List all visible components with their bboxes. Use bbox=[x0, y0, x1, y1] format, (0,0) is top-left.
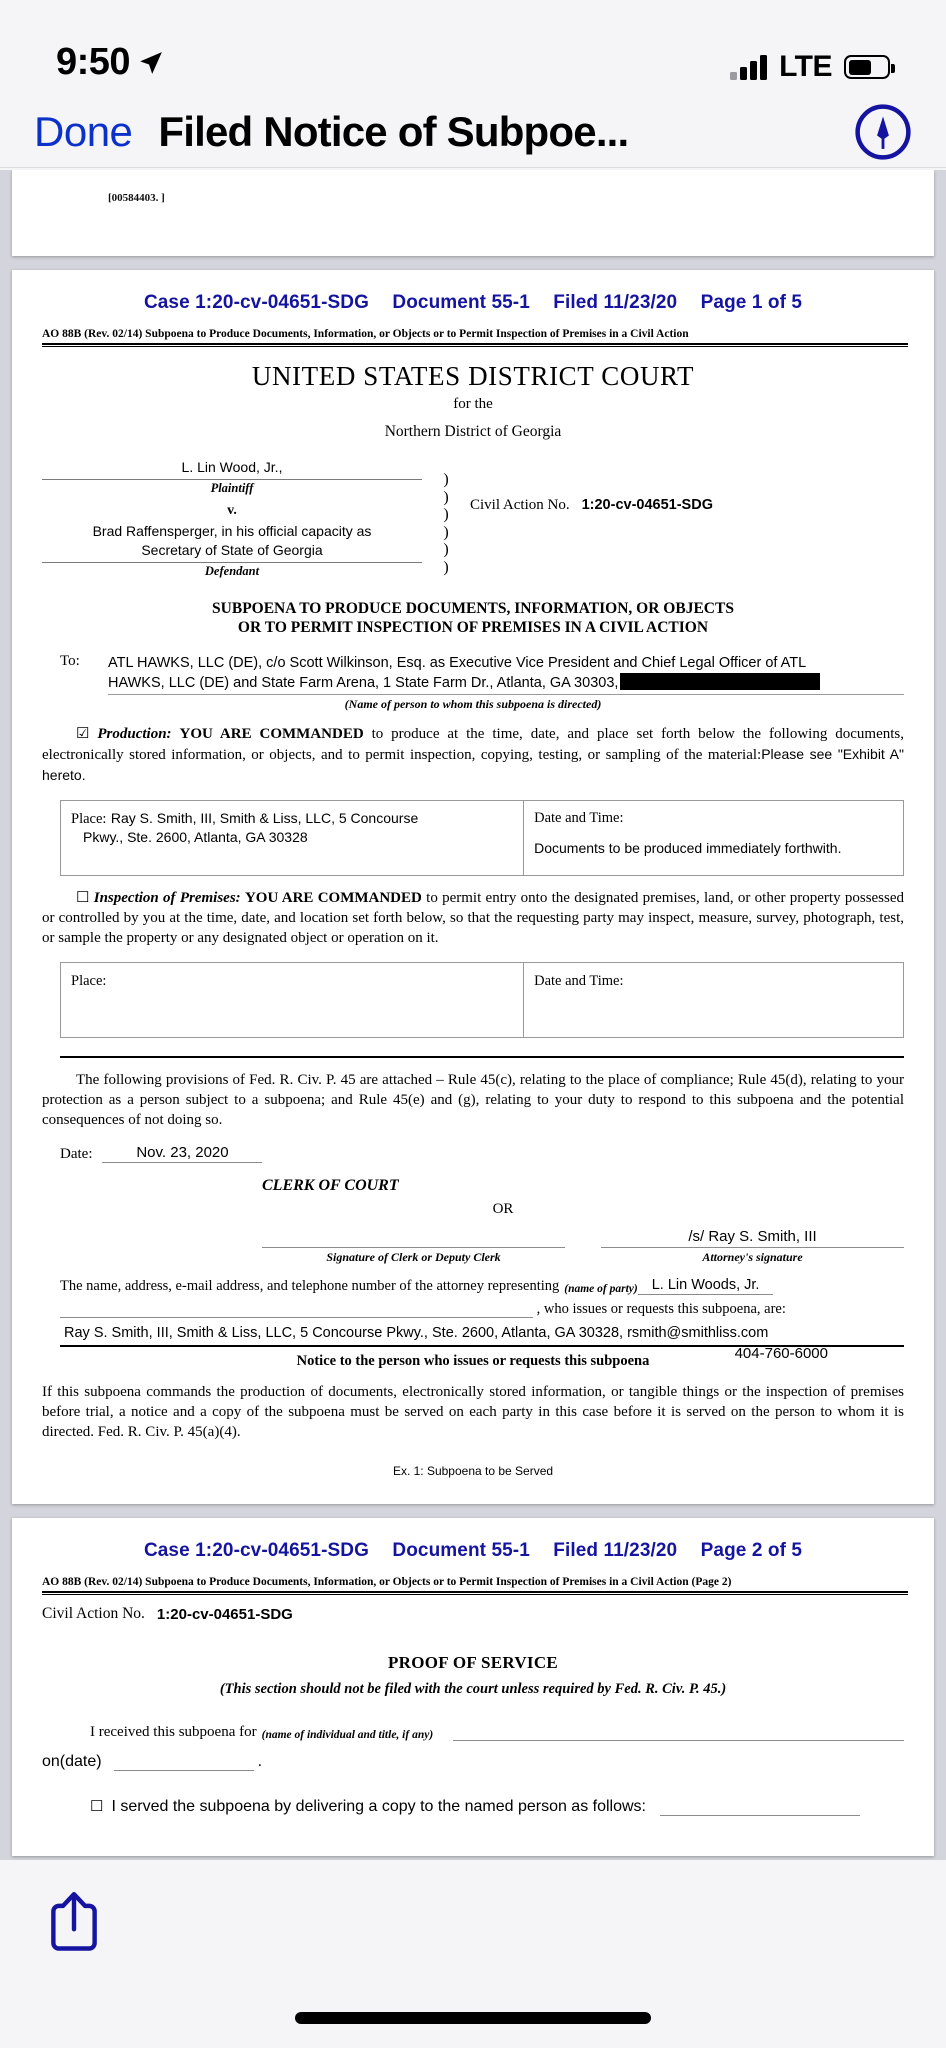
to-value-line-2: HAWKS, LLC (DE) and State Farm Arena, 1 State Farm Dr., Atlanta, GA 30303, bbox=[108, 674, 619, 691]
ecf-page: Page 1 of 5 bbox=[700, 292, 803, 313]
status-bar-left bbox=[56, 41, 164, 84]
status-bar-right bbox=[730, 50, 890, 84]
to-value bbox=[108, 653, 904, 695]
notice-heading-row bbox=[12, 1344, 934, 1370]
to-value-line-2-wrap bbox=[108, 673, 904, 693]
inspection-paragraph bbox=[12, 876, 934, 948]
on-date-hint: (date) bbox=[59, 1752, 102, 1770]
attorney-signature-block bbox=[601, 1228, 904, 1265]
court-name: UNITED STATES DISTRICT COURT bbox=[251, 361, 695, 391]
document-page-2 bbox=[12, 1518, 934, 1856]
exhibit-footer: Ex. 1: Subpoena to be Served bbox=[392, 1463, 554, 1478]
inspection-place-label: Place: bbox=[71, 972, 107, 989]
network-type-label: LTE bbox=[779, 50, 832, 83]
ecf-case-2: Case 1:20-cv-04651-SDG bbox=[143, 1539, 369, 1561]
status-clock: 9:50 bbox=[56, 41, 131, 83]
attorney-phone-value: 404-760-6000 bbox=[734, 1344, 828, 1362]
defendant-role: Defendant bbox=[204, 563, 260, 578]
redaction-bar bbox=[620, 673, 820, 690]
civil-action-value-2: 1:20-cv-04651-SDG bbox=[156, 1605, 293, 1623]
production-label: Production: bbox=[97, 725, 172, 742]
signature-row bbox=[262, 1228, 904, 1265]
inspection-body: to permit entry onto the designated premises, land, or other property possessed or controlled by you at the time, date, and location set forth below, so that the requesting party may inspect, measure, survey, photograph, test, or sample the property or any designated object or operation on it. bbox=[42, 889, 905, 946]
subpoena-recipient-row bbox=[12, 653, 934, 695]
battery-icon bbox=[844, 55, 890, 79]
attorney-representing-row bbox=[60, 1277, 904, 1295]
inspection-datetime-label: Date and Time: bbox=[534, 972, 624, 989]
ecf-document-2: Document 55-1 bbox=[392, 1539, 530, 1561]
on-date-period: . bbox=[257, 1752, 263, 1770]
page-title: Filed Notice of Subpoe... bbox=[158, 107, 629, 155]
caption-paren-column: ) ) ) ) ) ) bbox=[443, 471, 449, 576]
attorney-issues-text: , who issues or requests this subpoena, are: bbox=[536, 1300, 786, 1317]
clerk-signature-value bbox=[262, 1228, 565, 1248]
versus-label: v. bbox=[227, 502, 237, 518]
production-place-value-line-1: Ray S. Smith, III, Smith & Liss, LLC, 5 Concourse bbox=[110, 809, 419, 826]
cellular-bars-icon bbox=[730, 54, 767, 80]
district-name: Northern District of Georgia bbox=[384, 423, 562, 440]
issue-date-row bbox=[12, 1130, 934, 1163]
production-checkbox-icon[interactable] bbox=[76, 726, 89, 742]
plaintiff-name: L. Lin Wood, Jr., bbox=[42, 459, 422, 480]
markup-pen-circle-icon[interactable] bbox=[852, 101, 914, 163]
caption-parties bbox=[42, 459, 422, 583]
stub-code: [00584403. ] bbox=[108, 192, 165, 204]
on-date-value-line[interactable] bbox=[114, 1755, 254, 1771]
defendant-name-line-2: Secretary of State of Georgia bbox=[42, 542, 422, 563]
on-label: on bbox=[42, 1752, 60, 1770]
ecf-document: Document 55-1 bbox=[392, 292, 530, 313]
document-scroll-view[interactable] bbox=[0, 170, 946, 1860]
navigation-bar bbox=[0, 96, 946, 168]
proof-of-service-title: PROOF OF SERVICE bbox=[387, 1652, 559, 1672]
attorney-signature-caption: Attorney's signature bbox=[702, 1249, 803, 1264]
received-subpoena-row bbox=[90, 1724, 904, 1741]
production-material-value: Please see "Exhibit A" hereto. bbox=[42, 745, 904, 783]
attorney-name-of-party-hint: (name of party) bbox=[564, 1282, 638, 1295]
document-page-stub bbox=[12, 170, 934, 256]
subpoena-title bbox=[12, 599, 934, 637]
subpoena-title-line-2: OR TO PERMIT INSPECTION OF PREMISES IN A CIVIL ACTION bbox=[237, 618, 709, 636]
attorney-info-block bbox=[12, 1277, 934, 1347]
page-1-ecf-header bbox=[12, 270, 934, 328]
subpoena-title-line-1: SUBPOENA TO PRODUCE DOCUMENTS, INFORMATION, OR OBJECTS bbox=[212, 599, 734, 617]
notice-body: If this subpoena commands the production of documents, electronically stored information, or tangible things or the inspection of premises before trial, a notice and a copy of the subpoena must be served on each party in this case before it is served on the person to whom it is directed. Fed. R. Civ. P. 45(a)(4). bbox=[42, 1383, 904, 1440]
form-number-line-2: AO 88B (Rev. 02/14) Subpoena to Produce Documents, Information, or Objects or to Permit Inspection of Premises in a Civil Action (Page 2) bbox=[42, 1575, 732, 1588]
civil-action-label-2: Civil Action No. bbox=[42, 1604, 145, 1622]
inspection-checkbox-icon[interactable]: ☐ bbox=[76, 889, 90, 906]
to-caption-note: (Name of person to whom this subpoena is directed) bbox=[344, 696, 602, 711]
production-commanded: YOU ARE COMMANDED bbox=[179, 725, 364, 742]
proof-of-service-subtitle: (This section should not be filed with the court unless required by Fed. R. Civ. P. 45.) bbox=[219, 1680, 727, 1697]
plaintiff-role: Plaintiff bbox=[210, 480, 254, 495]
civil-action-number-block bbox=[470, 459, 904, 583]
served-delivery-row bbox=[90, 1797, 904, 1816]
inspection-place-cell bbox=[61, 963, 524, 1037]
ecf-page-2: Page 2 of 5 bbox=[700, 1539, 803, 1561]
ecf-case: Case 1:20-cv-04651-SDG bbox=[143, 292, 369, 313]
home-indicator[interactable] bbox=[295, 2012, 651, 2024]
share-upload-icon[interactable] bbox=[46, 1888, 102, 1954]
production-body: to produce at the time, date, and place set forth below the following documents, electronically stored information, or objects, and to permit inspection, copying, testing, or sampling of the material: bbox=[42, 725, 904, 763]
attorney-contact-value: Ray S. Smith, III, Smith & Liss, LLC, 5 Concourse Pkwy., Ste. 2600, Atlanta, GA 30328, rsmith@smithliss.com bbox=[64, 1324, 769, 1341]
production-place-value-line-2: Pkwy., Ste. 2600, Atlanta, GA 30328 bbox=[83, 828, 308, 845]
served-text: I served the subpoena by delivering a copy to the named person as follows: bbox=[111, 1797, 646, 1815]
inspection-label: Inspection of Premises: bbox=[93, 889, 241, 906]
production-place-cell bbox=[61, 801, 524, 875]
to-label: To: bbox=[60, 652, 80, 669]
form-number-line: AO 88B (Rev. 02/14) Subpoena to Produce Documents, Information, or Objects or to Permit Inspection of Premises in a Civil Action bbox=[42, 328, 689, 340]
civil-action-label: Civil Action No. bbox=[470, 497, 570, 513]
received-text: I received this subpoena for bbox=[90, 1723, 257, 1740]
received-value-line[interactable] bbox=[453, 1725, 904, 1741]
done-button[interactable]: Done bbox=[34, 107, 133, 155]
civil-action-value: 1:20-cv-04651-SDG bbox=[581, 497, 713, 513]
inspection-place-datetime-box bbox=[60, 962, 904, 1038]
attorney-blank-line bbox=[60, 1301, 533, 1318]
clerk-of-court-label: CLERK OF COURT bbox=[262, 1176, 399, 1194]
header-double-rule bbox=[42, 343, 908, 347]
or-label: OR bbox=[492, 1200, 514, 1217]
attorney-signature-value: /s/ Ray S. Smith, III bbox=[601, 1228, 904, 1248]
production-paragraph bbox=[12, 712, 934, 786]
production-place-datetime-box bbox=[60, 800, 904, 876]
attorney-representing-text: The name, address, e-mail address, and telephone number of the attorney representing bbox=[60, 1277, 560, 1294]
inspection-commanded: YOU ARE COMMANDED bbox=[244, 889, 422, 906]
served-value-line[interactable] bbox=[660, 1800, 860, 1816]
issue-date-value: Nov. 23, 2020 bbox=[102, 1144, 262, 1163]
clerk-signature-block bbox=[262, 1228, 565, 1265]
ecf-filed: Filed 11/23/20 bbox=[553, 292, 678, 313]
status-bar bbox=[0, 0, 946, 96]
clerk-signature-caption: Signature of Clerk or Deputy Clerk bbox=[326, 1249, 501, 1264]
production-place-label: Place: bbox=[71, 810, 107, 827]
attorney-second-row bbox=[60, 1301, 904, 1318]
for-the-label: for the bbox=[453, 396, 493, 412]
to-value-line-1: ATL HAWKS, LLC (DE), c/o Scott Wilkinson, Esq. as Executive Vice President and Chief Legal Officer of ATL bbox=[108, 654, 807, 671]
bottom-toolbar bbox=[0, 1860, 946, 2048]
inspection-datetime-cell bbox=[524, 963, 903, 1037]
provisions-paragraph: The following provisions of Fed. R. Civ. P. 45 are attached – Rule 45(c), relating to the place of compliance; Rule 45(d), relating to your protection as a person subject to a subpoena; and Rule 45(e) and (g), relating to your duty to respond to this subpoena and the potential consequences of not doing so. bbox=[42, 1071, 904, 1128]
production-datetime-label: Date and Time: bbox=[534, 809, 624, 826]
served-checkbox-icon[interactable]: ☐ bbox=[90, 1798, 104, 1815]
ecf-filed-2: Filed 11/23/20 bbox=[553, 1539, 678, 1561]
attorney-party-value: L. Lin Woods, Jr. bbox=[638, 1277, 774, 1295]
notice-heading: Notice to the person who issues or requests this subpoena bbox=[296, 1352, 650, 1369]
defendant-name-line-1: Brad Raffensperger, in his official capacity as bbox=[92, 522, 372, 539]
case-caption bbox=[12, 459, 934, 583]
issue-date-label: Date: bbox=[60, 1145, 93, 1162]
civil-action-row-page-2 bbox=[12, 1595, 934, 1623]
on-date-row bbox=[42, 1753, 904, 1771]
production-datetime-cell bbox=[524, 801, 903, 875]
location-arrow-icon bbox=[138, 50, 164, 76]
production-datetime-value: Documents to be produced immediately forthwith. bbox=[534, 839, 842, 856]
page-2-ecf-header bbox=[12, 1518, 934, 1576]
received-hint: (name of individual and title, if any) bbox=[261, 1728, 434, 1741]
document-page-1 bbox=[12, 270, 934, 1504]
